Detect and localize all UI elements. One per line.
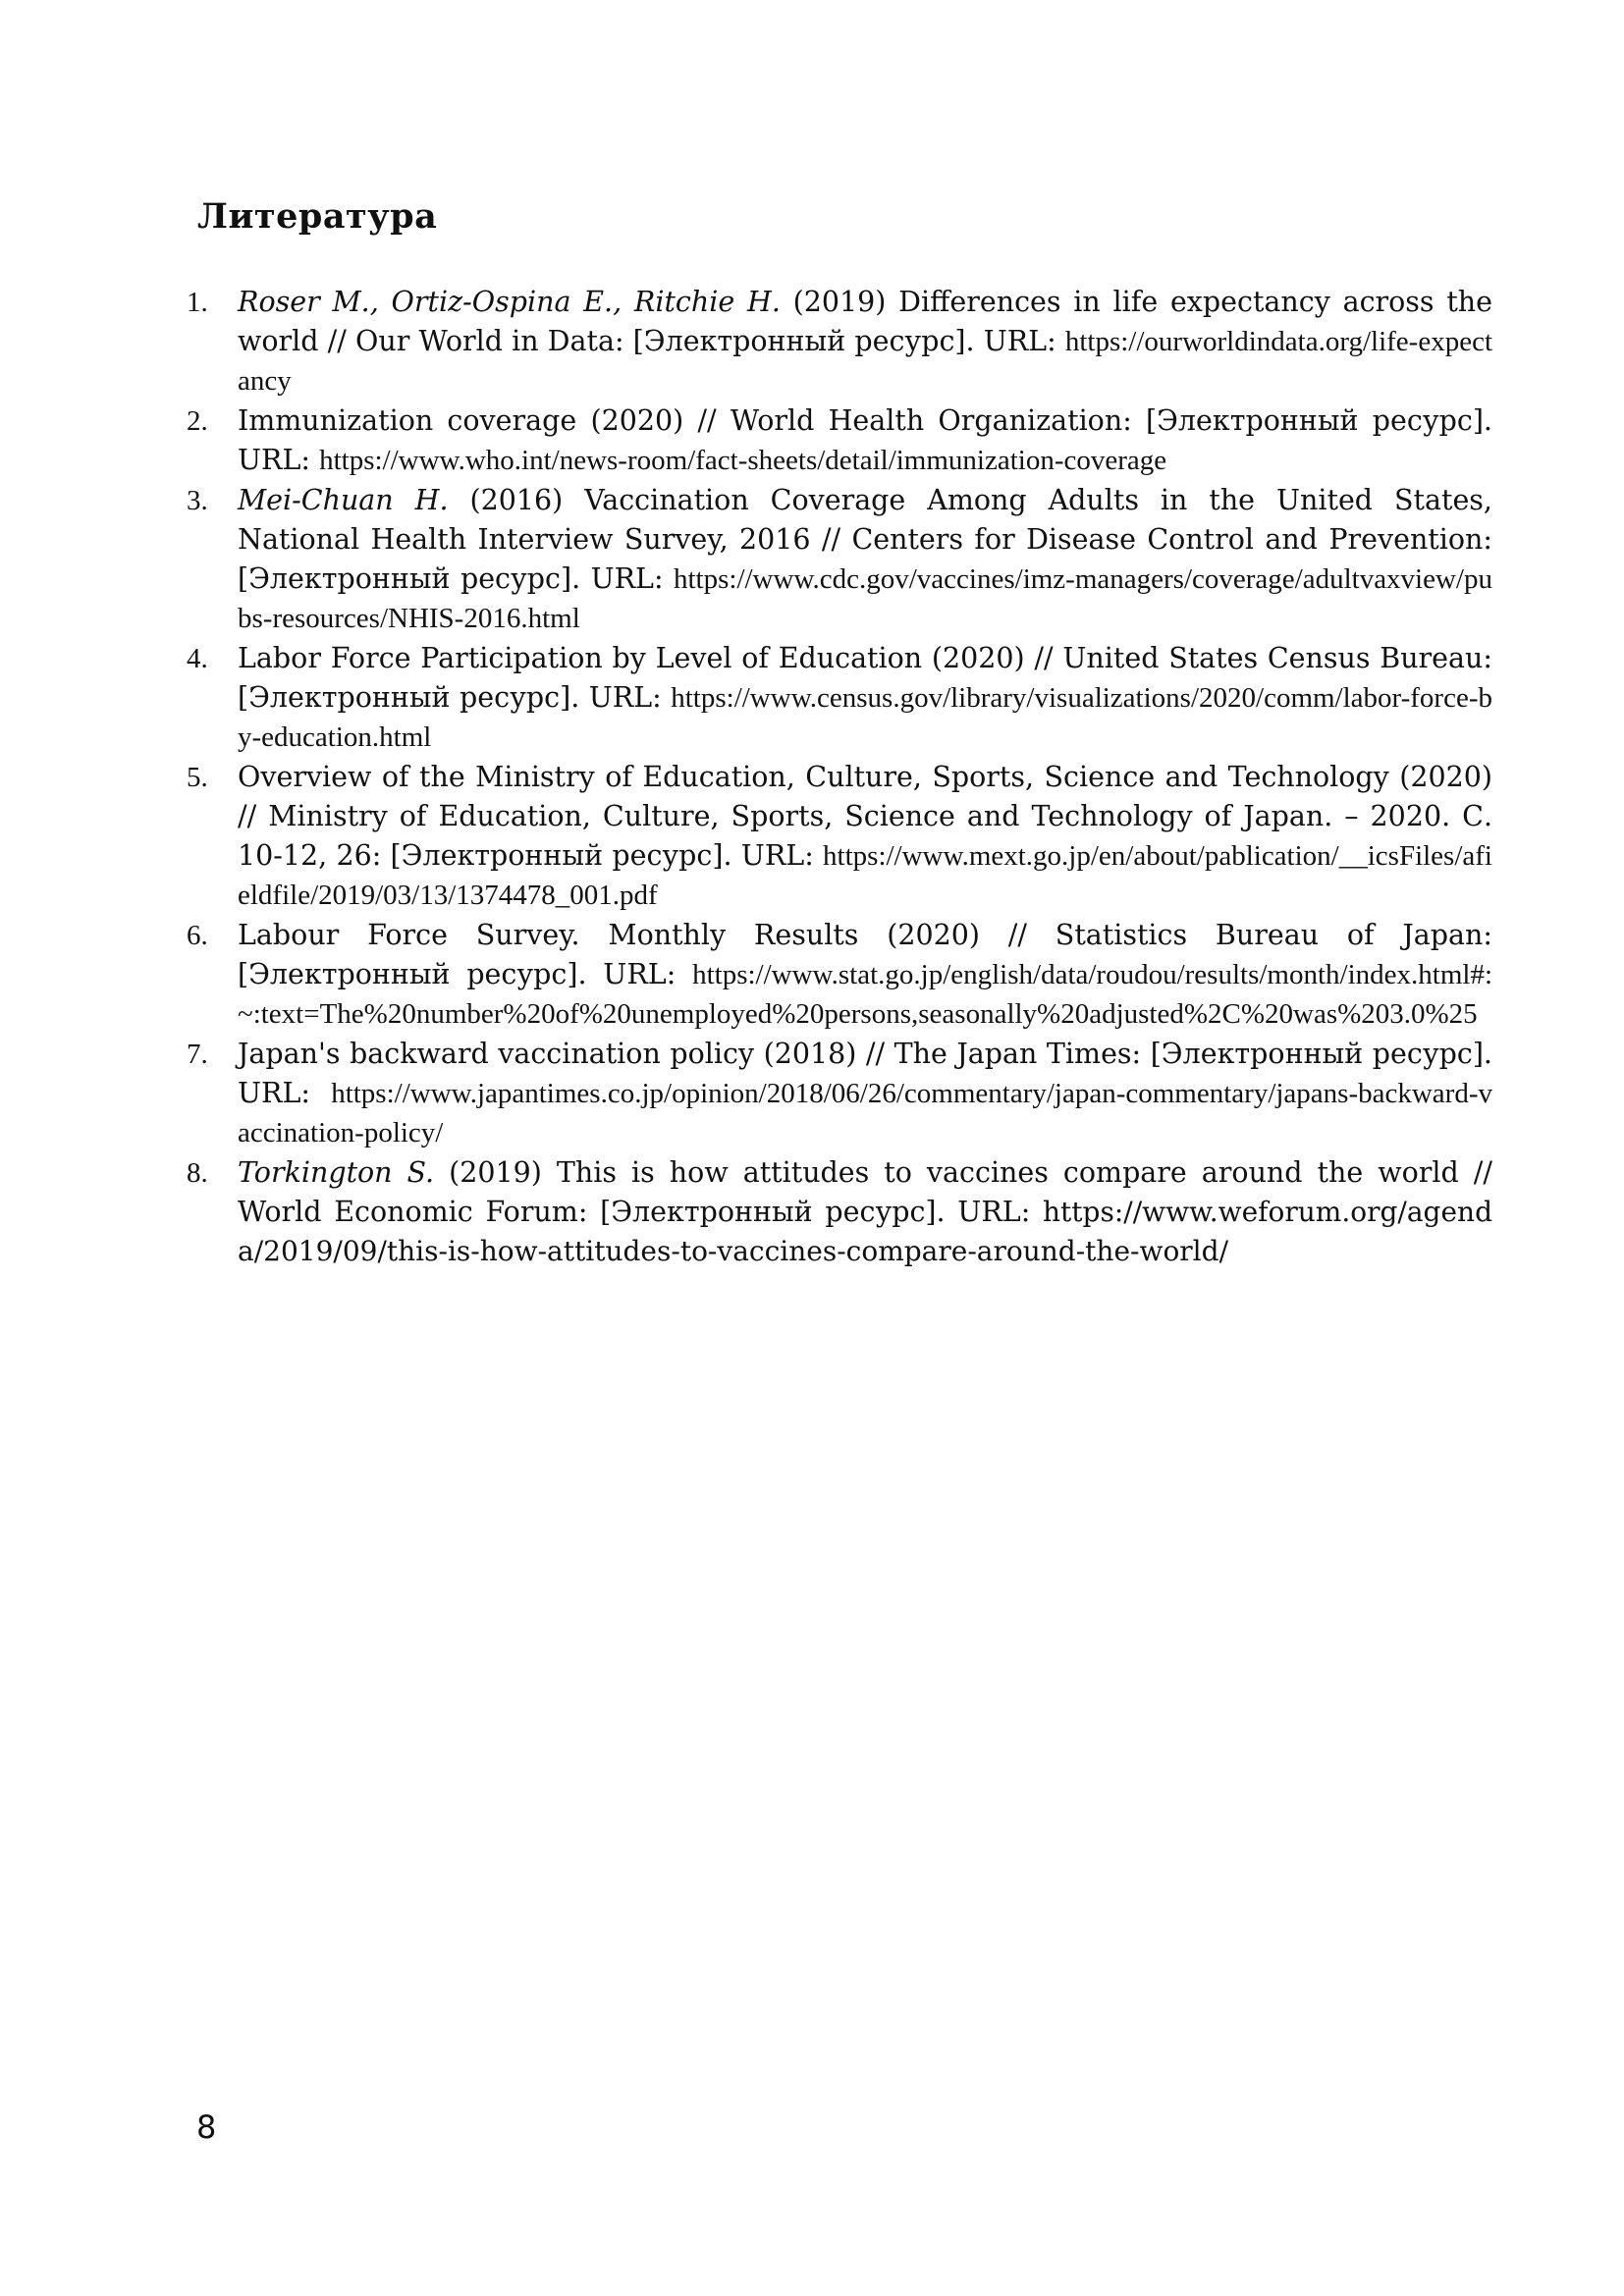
reference-description: Immunization coverage (2020) // World Health Organization: [Электронный ресурс]. URL: xyxy=(238,404,1492,476)
reference-url[interactable]: https://www.who.int/news-room/fact-sheets/detail/immunization-coverage xyxy=(319,445,1167,476)
list-item xyxy=(187,1153,1492,1271)
reference-description: Labour Force Survey. Monthly Results (2020) // Statistics Bureau of Japan: [Электронный ресурс]. URL: xyxy=(238,919,1492,990)
reference-number: 5. xyxy=(187,762,208,793)
reference-number: 2. xyxy=(187,405,208,437)
reference-number: 6. xyxy=(187,920,208,951)
reference-description: Overview of the Ministry of Education, Culture, Sports, Science and Technology (2020) // Ministry of Education, Culture, Sports, Science and Technology of Japan. – 2020. С. 10-12, 26: [Электронный ресурс]. URL: xyxy=(238,761,1492,872)
reference-text xyxy=(238,401,1492,480)
reference-list xyxy=(187,283,1492,1272)
list-item xyxy=(187,916,1492,1034)
reference-description: Labor Force Participation by Level of Education (2020) // United States Census Bureau: [Электронный ресурс]. URL: xyxy=(238,642,1492,714)
reference-url[interactable]: https://www.mext.go.jp/en/about/pablication/__icsFiles/afieldfile/2019/03/13/1374478_001.pdf xyxy=(238,840,1492,911)
reference-description: (2019) This is how attitudes to vaccines compare around the world // World Economic Forum: [Электронный ресурс]. URL: xyxy=(238,1156,1492,1228)
reference-number: 3. xyxy=(187,485,208,516)
reference-description: (2019) Differences in life expectancy across the world // Our World in Data: [Электронный ресурс]. URL: xyxy=(238,286,1492,357)
reference-text xyxy=(238,1035,1492,1152)
reference-url[interactable]: https://www.stat.go.jp/english/data/roudou/results/month/index.html#:~:text=The%20number%20of%20unemployed%20persons,seasonally%20adjusted%2C%20was%203.0%25 xyxy=(238,959,1492,1030)
reference-text xyxy=(238,283,1492,400)
reference-description: (2016) Vaccination Coverage Among Adults in the United States, National Health Interview Survey, 2016 // Centers for Disease Control and Prevention: [Электронный ресурс]. URL: xyxy=(238,484,1492,595)
list-item xyxy=(187,758,1492,915)
reference-text xyxy=(238,639,1492,757)
reference-url[interactable]: https://www.japantimes.co.jp/opinion/2018/06/26/commentary/japan-commentary/japans-backward-vaccination-policy/ xyxy=(238,1078,1492,1148)
reference-number: 4. xyxy=(187,643,208,674)
reference-number: 7. xyxy=(187,1039,208,1070)
reference-text xyxy=(238,481,1492,638)
reference-author: Roser M., Ortiz-Ospina E., Ritchie H. xyxy=(238,286,781,318)
reference-text xyxy=(238,1153,1492,1271)
reference-url[interactable]: https://ourworldindata.org/life-expectancy xyxy=(238,326,1492,397)
list-item xyxy=(187,481,1492,638)
page-number: 8 xyxy=(196,2109,217,2146)
reference-url[interactable]: https://www.census.gov/library/visualizations/2020/comm/labor-force-by-education.html xyxy=(238,682,1492,753)
reference-description: Japan's backward vaccination policy (2018) // The Japan Times: [Электронный ресурс]. URL: xyxy=(238,1038,1492,1109)
list-item xyxy=(187,639,1492,757)
list-item xyxy=(187,1035,1492,1152)
reference-text xyxy=(238,916,1492,1034)
reference-url[interactable]: https://www.weforum.org/agenda/2019/09/this-is-how-attitudes-to-vaccines-compare-around-the-world/ xyxy=(238,1196,1492,1267)
list-item xyxy=(187,401,1492,480)
reference-url[interactable]: https://www.cdc.gov/vaccines/imz-managers/coverage/adultvaxview/pubs-resources/NHIS-2016.html xyxy=(238,563,1492,634)
reference-author: Mei-Chuan H. xyxy=(238,484,449,516)
reference-text xyxy=(238,758,1492,915)
reference-number: 8. xyxy=(187,1157,208,1189)
reference-number: 1. xyxy=(187,287,208,318)
list-item xyxy=(187,283,1492,400)
page-title: Литература xyxy=(197,196,438,237)
reference-author: Torkington S. xyxy=(238,1156,435,1189)
